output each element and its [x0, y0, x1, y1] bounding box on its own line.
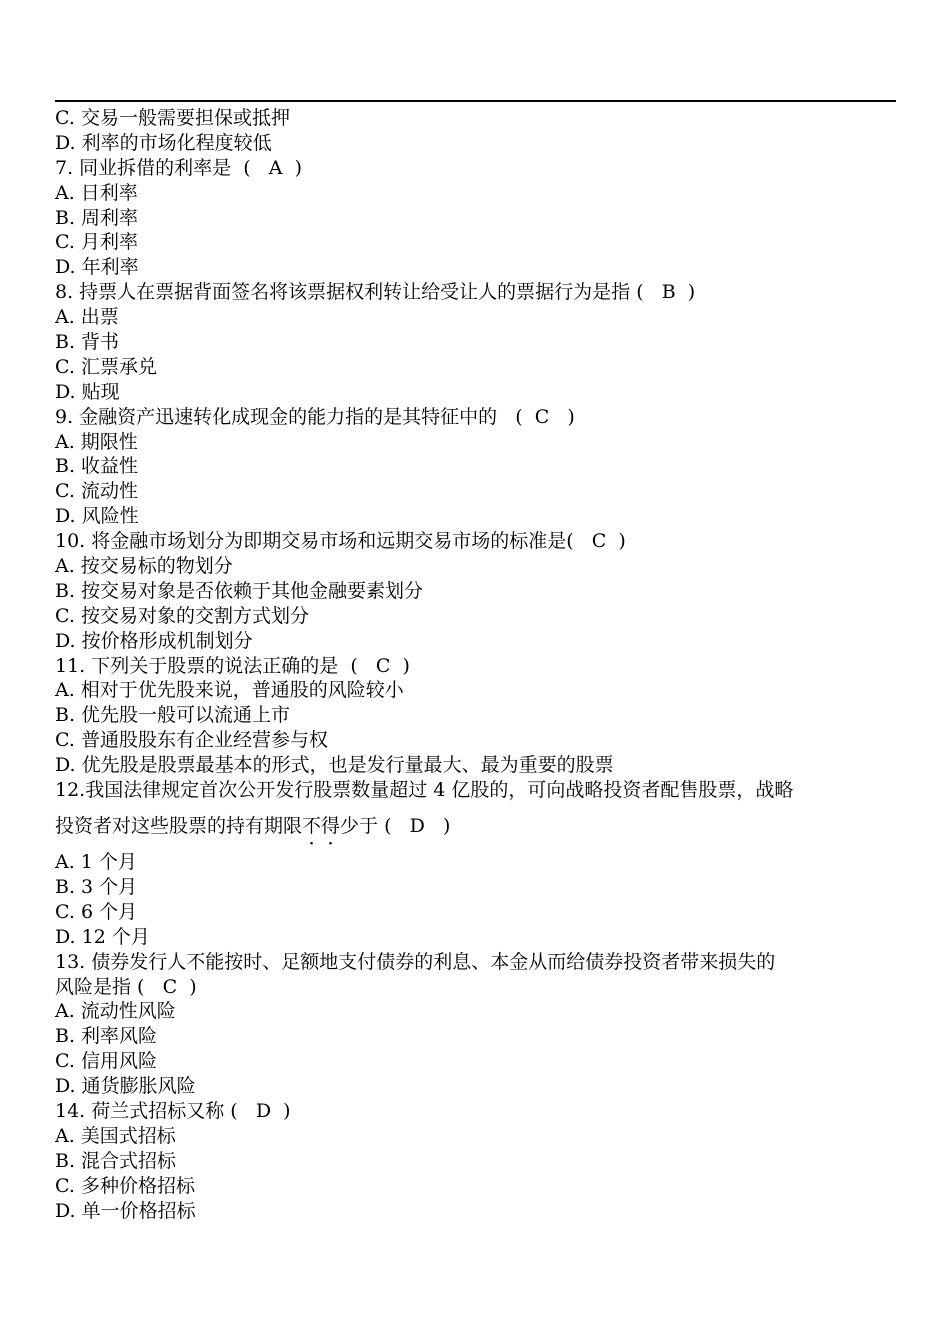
- question-12-answer: 少于 ( D ): [340, 815, 451, 838]
- option-line: D. 风险性: [55, 505, 139, 528]
- option-line: C. 按交易对象的交割方式划分: [55, 604, 309, 627]
- option-line: D. 优先股是股票最基本的形式，也是发行量最大、最为重要的股票: [55, 754, 614, 777]
- header-rule: [55, 100, 896, 102]
- option-line: C. 多种价格招标: [55, 1174, 195, 1197]
- option-line: C. 信用风险: [55, 1050, 157, 1073]
- option-line: D. 年利率: [55, 256, 139, 279]
- option-line: A. 期限性: [55, 430, 138, 453]
- option-line: D. 贴现: [55, 380, 120, 403]
- option-line: B. 收益性: [55, 455, 139, 478]
- option-line: A. 美国式招标: [55, 1124, 176, 1147]
- document-body: [55, 106, 896, 1223]
- option-line: B. 3 个月: [55, 875, 138, 898]
- option-line: A. 相对于优先股来说，普通股的风险较小: [55, 679, 404, 702]
- option-line: D. 单一价格招标: [55, 1199, 196, 1222]
- option-line: A. 出票: [55, 306, 119, 329]
- option-line: B. 周利率: [55, 206, 139, 229]
- question-12-line2: [55, 812, 896, 850]
- question-12-line1: 12.我国法律规定首次公开发行股票数量超过 4 亿股的，可向战略投资者配售股票，战略: [55, 779, 794, 802]
- option-line: B. 利率风险: [55, 1025, 158, 1048]
- question-13-line1: 13. 债券发行人不能按时、足额地支付债券的利息、本金从而给债券投资者带来损失的: [55, 950, 776, 973]
- option-line: C. 汇票承兑: [55, 355, 157, 378]
- option-line: B. 背书: [55, 331, 120, 354]
- option-line: B. 混合式招标: [55, 1149, 177, 1172]
- option-line: D. 12 个月: [55, 925, 150, 948]
- question-11: 11. 下列关于股票的说法正确的是 ( C ): [55, 654, 410, 677]
- question-7: 7. 同业拆借的利率是 ( A ): [55, 156, 302, 179]
- option-line: A. 日利率: [55, 181, 138, 204]
- emphasis-char: 得: [321, 815, 341, 838]
- option-line: B. 按交易对象是否依赖于其他金融要素划分: [55, 579, 424, 602]
- option-line: A. 按交易标的物划分: [55, 555, 233, 578]
- option-line: D. 按价格形成机制划分: [55, 629, 253, 652]
- option-line: B. 优先股一般可以流通上市: [55, 704, 291, 727]
- option-line: C. 月利率: [55, 231, 138, 254]
- option-line: A. 流动性风险: [55, 1000, 176, 1023]
- question-14: 14. 荷兰式招标又称 ( D ): [55, 1099, 291, 1122]
- question-12-text: 投资者对这些股票的持有期限: [55, 815, 303, 838]
- question-8: 8. 持票人在票据背面签名将该票据权利转让给受让人的票据行为是指 ( B ): [55, 281, 696, 304]
- question-13-line2: 风险是指 ( C ): [55, 975, 197, 998]
- text-line: D. 利率的市场化程度较低: [55, 131, 272, 154]
- option-line: D. 通货膨胀风险: [55, 1075, 196, 1098]
- emphasis-char: 不: [302, 815, 322, 838]
- question-9: 9. 金融资产迅速转化成现金的能力指的是其特征中的 ( C ): [55, 405, 575, 428]
- option-line: C. 6 个月: [55, 900, 138, 923]
- question-10: 10. 将金融市场划分为即期交易市场和远期交易市场的标准是( C ): [55, 530, 626, 553]
- option-line: C. 普通股股东有企业经营参与权: [55, 729, 328, 752]
- text-line: C. 交易一般需要担保或抵押: [55, 107, 290, 129]
- option-line: A. 1 个月: [55, 851, 137, 874]
- option-line: C. 流动性: [55, 480, 138, 503]
